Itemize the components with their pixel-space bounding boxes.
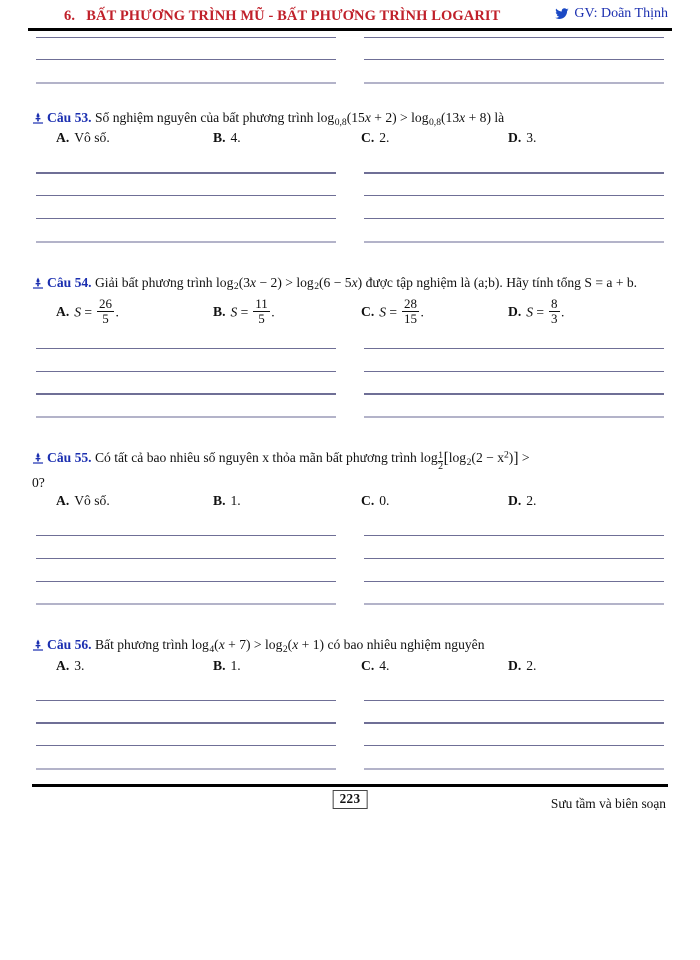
answer-lines-column-left [36, 535, 336, 605]
option-c-value [379, 297, 424, 326]
footer-note: Sưu tầm và biên soạn [550, 795, 666, 811]
log-arg: 3 [243, 274, 251, 290]
option-b-value: 4. [230, 130, 241, 146]
option-b-letter: B. [213, 493, 226, 509]
answer-rule [364, 393, 664, 394]
option-c-value: 0. [379, 493, 390, 509]
option-d-letter: D. [508, 657, 522, 673]
answer-lines-block [28, 37, 672, 85]
fraction [549, 297, 560, 326]
question-53-lead: Số nghiệm nguyên của bất phương trình [94, 110, 317, 126]
answer-lines-column-right [364, 37, 664, 85]
fraction [402, 297, 419, 326]
option-d[interactable] [508, 493, 648, 509]
answer-rule [36, 172, 336, 173]
answer-rule [364, 59, 664, 60]
answer-rule [36, 416, 336, 418]
answer-rule [364, 82, 664, 84]
pen-nib-icon [32, 112, 44, 125]
page-header [28, 0, 672, 27]
option-b[interactable] [213, 658, 361, 674]
question-55-tail: 0? [32, 474, 45, 490]
answer-lines-block [28, 172, 672, 242]
exponent: 2 [504, 449, 509, 461]
option-d[interactable] [508, 658, 648, 674]
answer-rule [364, 700, 664, 701]
option-a-value: Vô số. [74, 493, 110, 509]
question-56-text: Câu 56. Bất phương trình $\log_4(x + 7) > \log_2(x + 1)$ có bao nhiêu nghiệm nguyên [32, 635, 668, 656]
numerator: 8 [551, 296, 558, 311]
option-c-letter: C. [361, 130, 375, 146]
option-a[interactable] [36, 130, 213, 146]
log-arg: 2 − x [475, 450, 504, 466]
option-a-letter: A. [56, 303, 70, 319]
option-c[interactable] [361, 493, 508, 509]
equals-sign: = [389, 304, 398, 320]
option-a-letter: A. [56, 657, 70, 673]
section-title: BẤT PHƯƠNG TRÌNH MŨ - BẤT PHƯƠNG TRÌNH LOGARIT [86, 8, 501, 24]
answer-rule [36, 195, 336, 196]
log-base: 0,8 [429, 116, 441, 128]
question-53-label: Câu 53. [47, 110, 92, 126]
period: . [271, 304, 275, 320]
option-c-value: 2. [379, 130, 390, 146]
question-54-tail: được tập nghiệm là (a;b). Hãy tính tổng S = a + b. [362, 274, 638, 290]
option-d-letter: D. [508, 130, 522, 146]
answer-lines-column-left [36, 172, 336, 242]
option-b-value: 1. [230, 657, 241, 673]
log-arg-tail: + 2 [370, 110, 393, 126]
answer-rule [364, 172, 664, 173]
option-d[interactable] [508, 130, 648, 146]
header-author-group [554, 6, 668, 22]
log-arg-tail: + 8 [465, 110, 487, 126]
numerator: 11 [255, 296, 268, 311]
option-d[interactable] [508, 297, 648, 326]
answer-rule [36, 768, 336, 770]
answer-rule [364, 218, 664, 219]
question-54-lead: Giải bất phương trình [94, 274, 217, 290]
author-label: GV: Doãn Thịnh [574, 6, 668, 21]
answer-rule [36, 241, 336, 243]
answer-lines-block [28, 700, 672, 770]
option-a-value: 3. [74, 657, 85, 673]
option-variable: S [74, 304, 82, 320]
pen-nib-icon [32, 639, 44, 652]
log-base: 2 [233, 281, 239, 293]
fraction [253, 297, 270, 326]
log-base: 4 [209, 644, 215, 656]
question-56-lead: Bất phương trình [94, 637, 192, 653]
denominator: 5 [97, 311, 114, 326]
option-c-letter: C. [361, 493, 375, 509]
relation-symbol: > [250, 637, 265, 653]
option-c-value: 4. [379, 657, 390, 673]
answer-rule [364, 768, 664, 770]
answer-rule [364, 195, 664, 196]
answer-rule [36, 745, 336, 746]
answer-rule [36, 558, 336, 559]
option-a-letter: A. [56, 130, 70, 146]
answer-rule [364, 371, 664, 372]
answer-rule [36, 581, 336, 582]
log-base-fraction [438, 451, 443, 473]
pen-nib-icon [32, 452, 44, 465]
answer-rule [36, 700, 336, 701]
equals-sign: = [240, 304, 249, 320]
option-b-letter: B. [213, 657, 226, 673]
answer-lines-block [28, 535, 672, 605]
bracket-close: ] [513, 450, 519, 468]
answer-rule [364, 416, 664, 418]
log-base: 2 [314, 281, 319, 293]
option-c[interactable] [361, 658, 508, 674]
numerator: 28 [404, 296, 417, 311]
question-55-options [32, 492, 668, 509]
answer-lines-block [28, 348, 672, 418]
answer-lines-column-left [36, 348, 336, 418]
page-title [64, 8, 500, 25]
answer-rule [36, 37, 336, 38]
answer-rule [36, 218, 336, 219]
option-c[interactable] [361, 297, 508, 326]
bracket-open: [ [443, 450, 449, 468]
answer-rule [36, 348, 336, 349]
question-56-tail: có bao nhiêu nghiệm nguyên [324, 637, 485, 653]
relation-symbol: > [281, 274, 297, 290]
section-number: 6. [64, 8, 76, 24]
question-53-options [32, 129, 668, 146]
equals-sign: = [84, 304, 93, 320]
pen-nib-icon [32, 277, 44, 290]
answer-rule [364, 558, 664, 559]
page-footer [28, 787, 672, 817]
answer-rule [36, 722, 336, 723]
option-d-value [526, 297, 564, 326]
log-arg-tail: − 2 [256, 274, 278, 290]
period: . [561, 304, 565, 320]
log-base: 0,8 [334, 116, 347, 128]
option-d-letter: D. [508, 493, 522, 509]
answer-lines-column-right [364, 535, 664, 605]
option-c[interactable] [361, 130, 508, 146]
log-arg: 13 [445, 110, 460, 126]
option-a-letter: A. [56, 493, 70, 509]
twitter-bird-icon [554, 8, 569, 20]
numerator: 26 [99, 296, 112, 311]
option-b[interactable] [213, 493, 361, 509]
log-base: 2 [466, 457, 472, 468]
option-c-letter: C. [361, 303, 375, 319]
question-53 [28, 108, 672, 146]
answer-rule [36, 535, 336, 536]
option-variable: S [230, 304, 238, 320]
question-54-options [32, 294, 668, 326]
answer-rule [364, 745, 664, 746]
answer-rule [364, 581, 664, 582]
log-base: 2 [282, 644, 288, 656]
option-c-letter: C. [361, 657, 375, 673]
denominator: 2 [438, 461, 444, 473]
question-55-label: Câu 55. [47, 450, 92, 466]
answer-lines-column-right [364, 348, 664, 418]
answer-lines-column-left [36, 37, 336, 85]
answer-lines-column-right [364, 700, 664, 770]
numerator: 1 [438, 450, 444, 462]
page-number: 223 [333, 790, 368, 809]
denominator: 3 [551, 311, 558, 327]
log-arg: 6 − 5 [323, 274, 352, 290]
option-b[interactable] [213, 297, 361, 326]
relation-symbol: > [396, 110, 412, 126]
option-a[interactable] [36, 658, 213, 674]
answer-rule [36, 371, 336, 372]
question-56-options [32, 657, 668, 674]
question-55-text: Câu 55. Có tất cả bao nhiêu số nguyên x thỏa mãn bất phương trình log $\frac{1}{2}$ $[\log_2(2 - x^2)]$ > 0? [32, 449, 530, 490]
option-d-value: 2. [526, 493, 537, 509]
option-a[interactable] [36, 297, 213, 326]
answer-rule [36, 59, 336, 60]
answer-rule [364, 535, 664, 536]
option-b-value: 1. [230, 493, 241, 509]
relation-symbol: > [518, 450, 530, 466]
option-d-letter: D. [508, 303, 522, 319]
period: . [115, 304, 119, 320]
equals-sign: = [536, 304, 545, 320]
option-a-value: Vô số. [74, 130, 110, 146]
denominator: 15 [404, 311, 417, 327]
question-53-tail: là [490, 110, 505, 126]
answer-rule [364, 241, 664, 243]
option-variable: S [526, 304, 534, 320]
denominator: 5 [253, 311, 270, 326]
log-arg-tail: + 1 [298, 637, 320, 653]
question-54 [28, 273, 672, 326]
question-54-text: Câu 54. Giải bất phương trình $\log_2(3x - 2) > \log_2(6 - 5x)$ được tập nghiệm là (a;b). Hãy tính tổng S = a + b. [32, 273, 668, 294]
question-56 [28, 635, 672, 673]
option-b-value [230, 297, 274, 326]
fraction [97, 297, 114, 326]
option-d-value: 3. [526, 130, 537, 146]
period: . [420, 304, 424, 320]
answer-lines-column-left [36, 700, 336, 770]
question-55 [28, 448, 672, 509]
answer-rule [36, 82, 336, 84]
option-variable: S [379, 304, 387, 320]
option-a[interactable] [36, 493, 213, 509]
log-arg: 15 [351, 110, 365, 126]
question-56-label: Câu 56. [47, 637, 92, 653]
question-55-lead: Có tất cả bao nhiêu số nguyên x thỏa mãn bất phương trình [94, 450, 421, 466]
option-b-letter: B. [213, 303, 226, 319]
option-b-letter: B. [213, 130, 226, 146]
question-53-text: Câu 53. Số nghiệm nguyên của bất phương trình $\log_{0,8}(15x + 2) > \log_{0,8}(13x + 8)$ là [32, 108, 668, 129]
answer-rule [364, 348, 664, 349]
option-b[interactable] [213, 130, 361, 146]
answer-rule [36, 603, 336, 605]
log-arg-tail: + 7 [224, 637, 246, 653]
answer-lines-column-right [364, 172, 664, 242]
answer-rule [364, 37, 664, 38]
option-d-value: 2. [526, 657, 537, 673]
answer-rule [364, 603, 664, 605]
question-54-label: Câu 54. [47, 274, 92, 290]
option-a-value [74, 297, 119, 326]
answer-rule [364, 722, 664, 723]
answer-rule [36, 393, 336, 394]
